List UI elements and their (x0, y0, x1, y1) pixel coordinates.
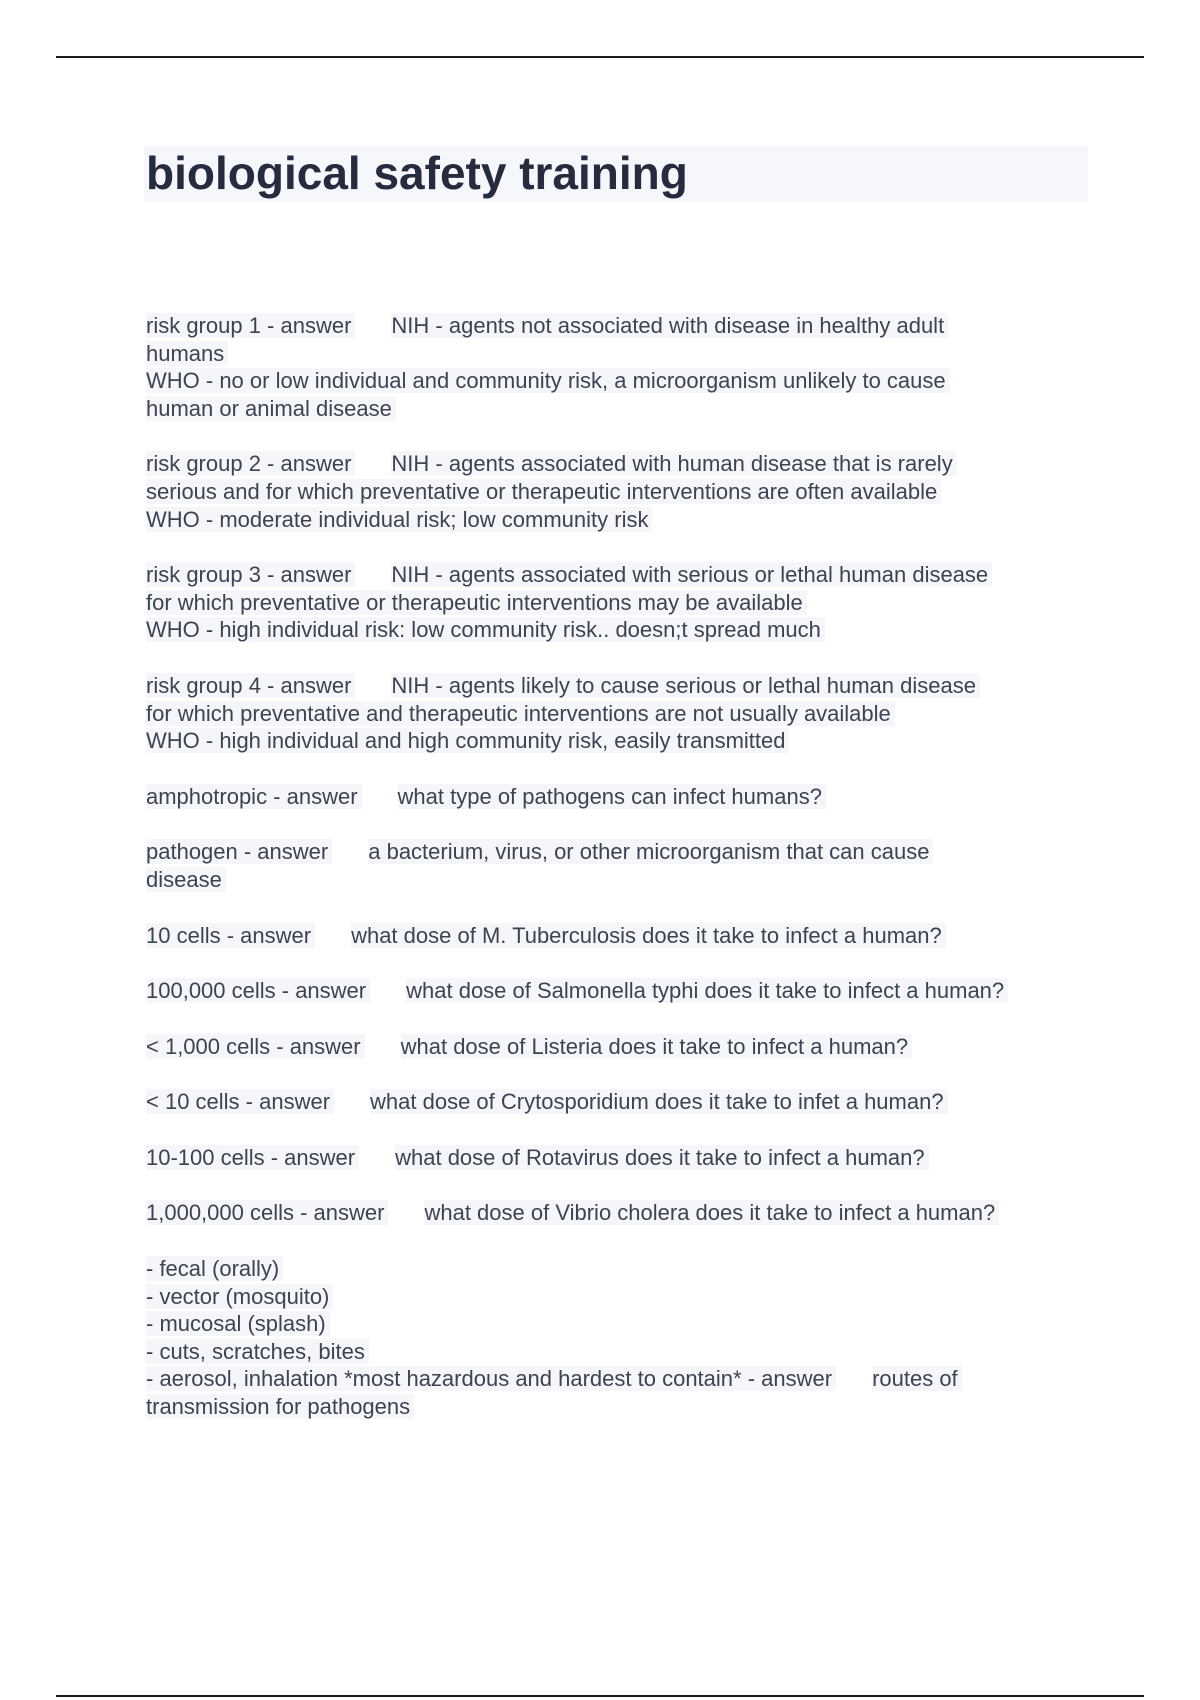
card-line (146, 783, 1096, 811)
card-definition: human or animal disease (146, 396, 396, 421)
card-line (146, 450, 1096, 478)
card-line (146, 1088, 1096, 1116)
card-line (146, 1283, 1096, 1311)
card-definition: routes of (872, 1366, 962, 1391)
card-term: 1,000,000 cells - answer (146, 1200, 388, 1225)
card-line (146, 1255, 1096, 1283)
card-line (146, 866, 1096, 894)
card-line (146, 506, 1096, 534)
card-term: - mucosal (splash) (146, 1311, 330, 1336)
flashcard-m-tuberculosis (146, 922, 1096, 950)
card-line (146, 727, 1096, 755)
card-line (146, 395, 1096, 423)
card-line (146, 1144, 1096, 1172)
card-definition: what dose of Salmonella typhi does it take to infect a human? (406, 978, 1008, 1003)
flashcard-routes-of-transmission (146, 1255, 1096, 1421)
card-line (146, 838, 1096, 866)
card-line (146, 1033, 1096, 1061)
flashcard-crytosporidium (146, 1088, 1096, 1116)
card-line (146, 478, 1096, 506)
card-definition: WHO - high individual and high community risk, easily transmitted (146, 728, 789, 753)
card-definition: for which preventative or therapeutic interventions may be available (146, 590, 807, 615)
card-term: - aerosol, inhalation *most hazardous and hardest to contain* - answer (146, 1366, 836, 1391)
card-definition: what dose of M. Tuberculosis does it take to infect a human? (351, 923, 946, 948)
card-definition: WHO - no or low individual and community risk, a microorganism unlikely to cause (146, 368, 950, 393)
card-term: - fecal (orally) (146, 1256, 283, 1281)
card-term: risk group 1 - answer (146, 313, 355, 338)
card-term: 10-100 cells - answer (146, 1145, 359, 1170)
card-definition: what dose of Crytosporidium does it take to infet a human? (370, 1089, 948, 1114)
flashcard-list (146, 312, 1096, 1449)
document-title: biological safety training (146, 147, 688, 199)
card-definition: WHO - moderate individual risk; low community risk (146, 507, 652, 532)
card-term: risk group 4 - answer (146, 673, 355, 698)
flashcard-risk-group-3 (146, 561, 1096, 644)
flashcard-risk-group-1 (146, 312, 1096, 422)
flashcard-risk-group-2 (146, 450, 1096, 533)
card-definition: humans (146, 341, 228, 366)
card-definition: what dose of Rotavirus does it take to infect a human? (395, 1145, 929, 1170)
card-term: 10 cells - answer (146, 923, 315, 948)
card-line (146, 977, 1096, 1005)
card-line (146, 1199, 1096, 1227)
card-line (146, 700, 1096, 728)
flashcard-amphotropic (146, 783, 1096, 811)
card-term: risk group 3 - answer (146, 562, 355, 587)
flashcard-risk-group-4 (146, 672, 1096, 755)
card-line (146, 367, 1096, 395)
card-term: amphotropic - answer (146, 784, 362, 809)
flashcard-salmonella (146, 977, 1096, 1005)
card-line (146, 922, 1096, 950)
card-definition: what dose of Listeria does it take to infect a human? (401, 1034, 913, 1059)
card-line (146, 312, 1096, 340)
card-line (146, 672, 1096, 700)
card-definition: disease (146, 867, 226, 892)
card-term: 100,000 cells - answer (146, 978, 370, 1003)
flashcard-rotavirus (146, 1144, 1096, 1172)
flashcard-listeria (146, 1033, 1096, 1061)
flashcard-vibrio-cholera (146, 1199, 1096, 1227)
card-term: < 10 cells - answer (146, 1089, 334, 1114)
card-term: risk group 2 - answer (146, 451, 355, 476)
card-line (146, 1310, 1096, 1338)
card-definition: transmission for pathogens (146, 1394, 414, 1419)
card-line (146, 616, 1096, 644)
card-definition: NIH - agents associated with human disease that is rarely (391, 451, 956, 476)
card-line (146, 340, 1096, 368)
card-definition: serious and for which preventative or therapeutic interventions are often available (146, 479, 941, 504)
top-rule (56, 56, 1144, 58)
card-definition: NIH - agents not associated with disease in healthy adult (391, 313, 948, 338)
card-term: < 1,000 cells - answer (146, 1034, 365, 1059)
card-line (146, 589, 1096, 617)
bottom-rule (56, 1695, 1144, 1697)
card-term: - vector (mosquito) (146, 1284, 333, 1309)
card-definition: WHO - high individual risk: low community risk.. doesn;t spread much (146, 617, 825, 642)
card-line (146, 1338, 1096, 1366)
flashcard-pathogen (146, 838, 1096, 893)
card-line (146, 1365, 1096, 1393)
card-term: - cuts, scratches, bites (146, 1339, 369, 1364)
card-line (146, 1393, 1096, 1421)
card-line (146, 561, 1096, 589)
card-definition: what type of pathogens can infect humans? (398, 784, 826, 809)
card-term: pathogen - answer (146, 839, 332, 864)
card-definition: what dose of Vibrio cholera does it take to infect a human? (424, 1200, 999, 1225)
card-definition: NIH - agents associated with serious or lethal human disease (391, 562, 992, 587)
card-definition: for which preventative and therapeutic interventions are not usually available (146, 701, 895, 726)
card-definition: a bacterium, virus, or other microorganism that can cause (368, 839, 933, 864)
card-definition: NIH - agents likely to cause serious or lethal human disease (391, 673, 980, 698)
